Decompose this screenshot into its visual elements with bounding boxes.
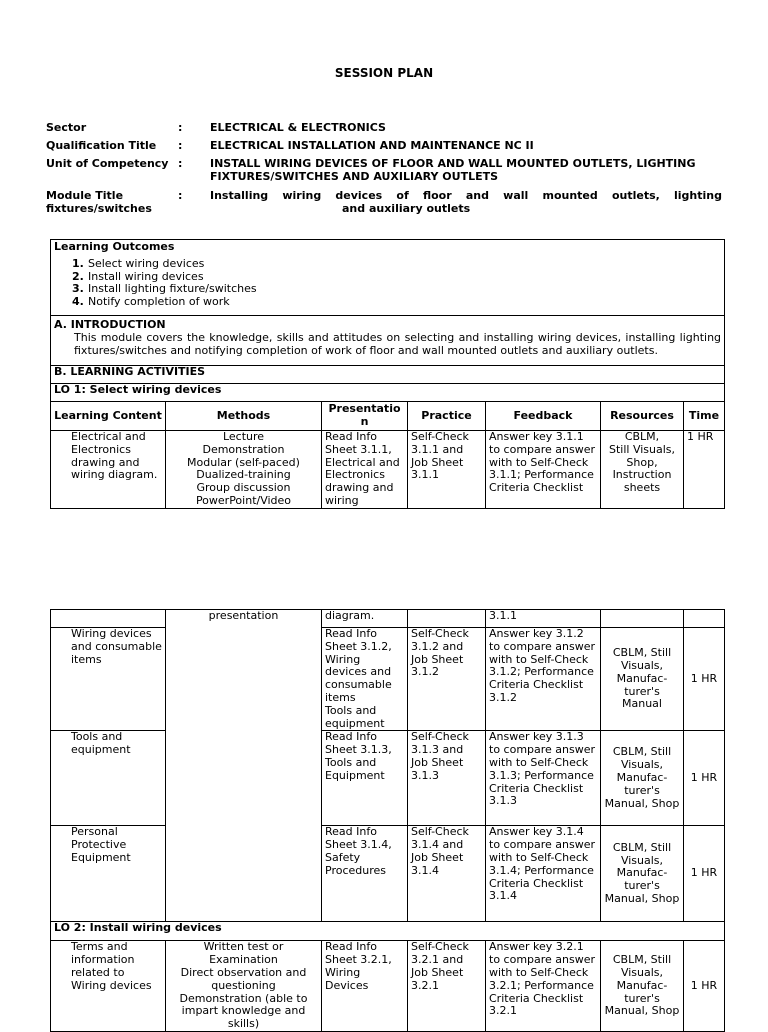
cell-content: Terms and information related to Wiring devices bbox=[51, 941, 166, 1032]
lo2-heading: LO 2: Install wiring devices bbox=[51, 922, 725, 941]
cell-resources: CBLM, Still Visuals, Manufac-turer's Manual bbox=[601, 628, 684, 731]
lo1-row bbox=[51, 384, 725, 402]
colon: : bbox=[178, 157, 183, 170]
cell-resources: CBLM, Still Visuals, Manufac-turer's Manual, Shop bbox=[601, 731, 684, 826]
list-item: 3. Install lighting fixture/switches bbox=[72, 282, 257, 296]
colon: : bbox=[178, 189, 183, 202]
colon: : bbox=[178, 121, 183, 134]
lo1-heading: LO 1: Select wiring devices bbox=[51, 384, 725, 402]
cell-presentation: Read Info Sheet 3.2.1, Wiring Devices bbox=[322, 941, 408, 1032]
list-item: 2. Install wiring devices bbox=[72, 269, 204, 283]
uoc-value-line1: INSTALL WIRING DEVICES OF FLOOR AND WALL MOUNTED OUTLETS, LIGHTING bbox=[210, 157, 696, 170]
introduction-text: This module covers the knowledge, skills and attitudes on selecting and installing wiring devices, installing lighting fixtures/switches and notifying completion of work of floor and wall mounted outlets and auxiliary outlets. bbox=[74, 330, 722, 357]
learning-outcomes-row bbox=[51, 240, 725, 316]
learning-outcomes-list bbox=[54, 258, 721, 309]
cell-time: 1 HR bbox=[684, 431, 725, 509]
cell-feedback: Answer key 3.1.2 to compare answer with to Self-Check 3.1.2; Performance Criteria Checklist 3.1.2 bbox=[486, 628, 601, 731]
cell-feedback: Answer key 3.1.1 to compare answer with to Self-Check 3.1.1; Performance Criteria Checklist bbox=[486, 431, 601, 509]
cell-content: Tools and equipment bbox=[51, 731, 166, 826]
qualification-label: Qualification Title bbox=[46, 139, 157, 152]
table-row bbox=[51, 628, 725, 731]
cell-content: Electrical and Electronics drawing and wiring diagram. bbox=[51, 431, 166, 509]
activities-heading: B. LEARNING ACTIVITIES bbox=[51, 366, 725, 384]
table-row bbox=[51, 731, 725, 826]
cell-content: Wiring devices and consumable items bbox=[51, 628, 166, 731]
table-row bbox=[51, 610, 725, 628]
cell-time: 1 HR bbox=[684, 826, 725, 922]
cell-time: 1 HR bbox=[684, 731, 725, 826]
cell-practice: Self-Check 3.1.2 and Job Sheet 3.1.2 bbox=[408, 628, 486, 731]
cell-presentation: Read Info Sheet 3.1.4, Safety Procedures bbox=[322, 826, 408, 922]
page-title: SESSION PLAN bbox=[334, 66, 434, 80]
module-label: Module Title bbox=[46, 189, 124, 202]
cell-content: Personal Protective Equipment bbox=[51, 826, 166, 922]
learning-outcomes-heading: Learning Outcomes bbox=[54, 240, 175, 253]
cell-presentation: diagram. bbox=[322, 610, 408, 628]
cell-practice: Self-Check 3.2.1 and Job Sheet 3.2.1 bbox=[408, 941, 486, 1032]
table-row bbox=[51, 431, 725, 509]
column-header-row bbox=[51, 402, 725, 431]
module-value-line1: Installing wiring devices of floor and wall mounted outlets, lighting bbox=[210, 189, 722, 202]
col-header: Time bbox=[684, 402, 725, 431]
cell-time: 1 HR bbox=[684, 628, 725, 731]
uoc-label: Unit of Competency bbox=[46, 157, 169, 170]
table-row bbox=[51, 941, 725, 1032]
session-table-part1 bbox=[50, 239, 725, 509]
list-item: 1. Select wiring devices bbox=[72, 256, 205, 270]
cell-presentation: Read Info Sheet 3.1.3, Tools and Equipment bbox=[322, 731, 408, 826]
cell-time: 1 HR bbox=[684, 941, 725, 1032]
list-item: 4. Notify completion of work bbox=[72, 295, 230, 309]
introduction-row bbox=[51, 316, 725, 366]
cell-presentation: Read Info Sheet 3.1.1, Electrical and Electronics drawing and wiring bbox=[322, 431, 408, 509]
cell-resources: CBLM, Still Visuals, Manufac-turer's Manual, Shop bbox=[601, 826, 684, 922]
cell-practice: Self-Check 3.1.1 and Job Sheet 3.1.1 bbox=[408, 431, 486, 509]
session-table-part2 bbox=[50, 609, 725, 1032]
sector-value: ELECTRICAL & ELECTRONICS bbox=[210, 121, 386, 134]
activities-row bbox=[51, 366, 725, 384]
cell-feedback: Answer key 3.1.4 to compare answer with to Self-Check 3.1.4; Performance Criteria Checklist 3.1.4 bbox=[486, 826, 601, 922]
col-header: Feedback bbox=[486, 402, 601, 431]
cell-resources: CBLM, Still Visuals, Manufac-turer's Manual, Shop bbox=[601, 941, 684, 1032]
col-header: Methods bbox=[166, 402, 322, 431]
cell-methods: Written test or Examination Direct observation and questioning Demonstration (able to impart knowledge and skills) bbox=[166, 941, 322, 1032]
introduction-heading: A. INTRODUCTION bbox=[54, 318, 166, 331]
qualification-value: ELECTRICAL INSTALLATION AND MAINTENANCE NC II bbox=[210, 139, 534, 152]
cell-methods: Lecture Demonstration Modular (self-paced) Dualized-training Group discussion PowerPoint/Video bbox=[166, 431, 322, 509]
cell-feedback: Answer key 3.2.1 to compare answer with to Self-Check 3.2.1; Performance Criteria Checklist 3.2.1 bbox=[486, 941, 601, 1032]
cell-feedback: Answer key 3.1.3 to compare answer with to Self-Check 3.1.3; Performance Criteria Checklist 3.1.3 bbox=[486, 731, 601, 826]
col-header: Practice bbox=[408, 402, 486, 431]
module-value-line2: and auxiliary outlets bbox=[342, 202, 471, 215]
col-header: Learning Content bbox=[51, 402, 166, 431]
colon: : bbox=[178, 139, 183, 152]
cell-practice: Self-Check 3.1.3 and Job Sheet 3.1.3 bbox=[408, 731, 486, 826]
module-label-line2: fixtures/switches bbox=[46, 202, 152, 215]
uoc-value-line2: FIXTURES/SWITCHES AND AUXILIARY OUTLETS bbox=[210, 170, 499, 183]
col-header: Presentation bbox=[322, 402, 408, 431]
cell-practice: Self-Check 3.1.4 and Job Sheet 3.1.4 bbox=[408, 826, 486, 922]
table-row bbox=[51, 826, 725, 922]
cell-presentation: Read Info Sheet 3.1.2, Wiring devices and consumable items Tools and equipment bbox=[322, 628, 408, 731]
cell-methods: presentation bbox=[166, 610, 322, 922]
col-header: Resources bbox=[601, 402, 684, 431]
sector-label: Sector bbox=[46, 121, 87, 134]
lo2-row bbox=[51, 922, 725, 941]
cell-resources: CBLM, Still Visuals, Shop, Instruction sheets bbox=[601, 431, 684, 509]
cell-feedback: 3.1.1 bbox=[486, 610, 601, 628]
